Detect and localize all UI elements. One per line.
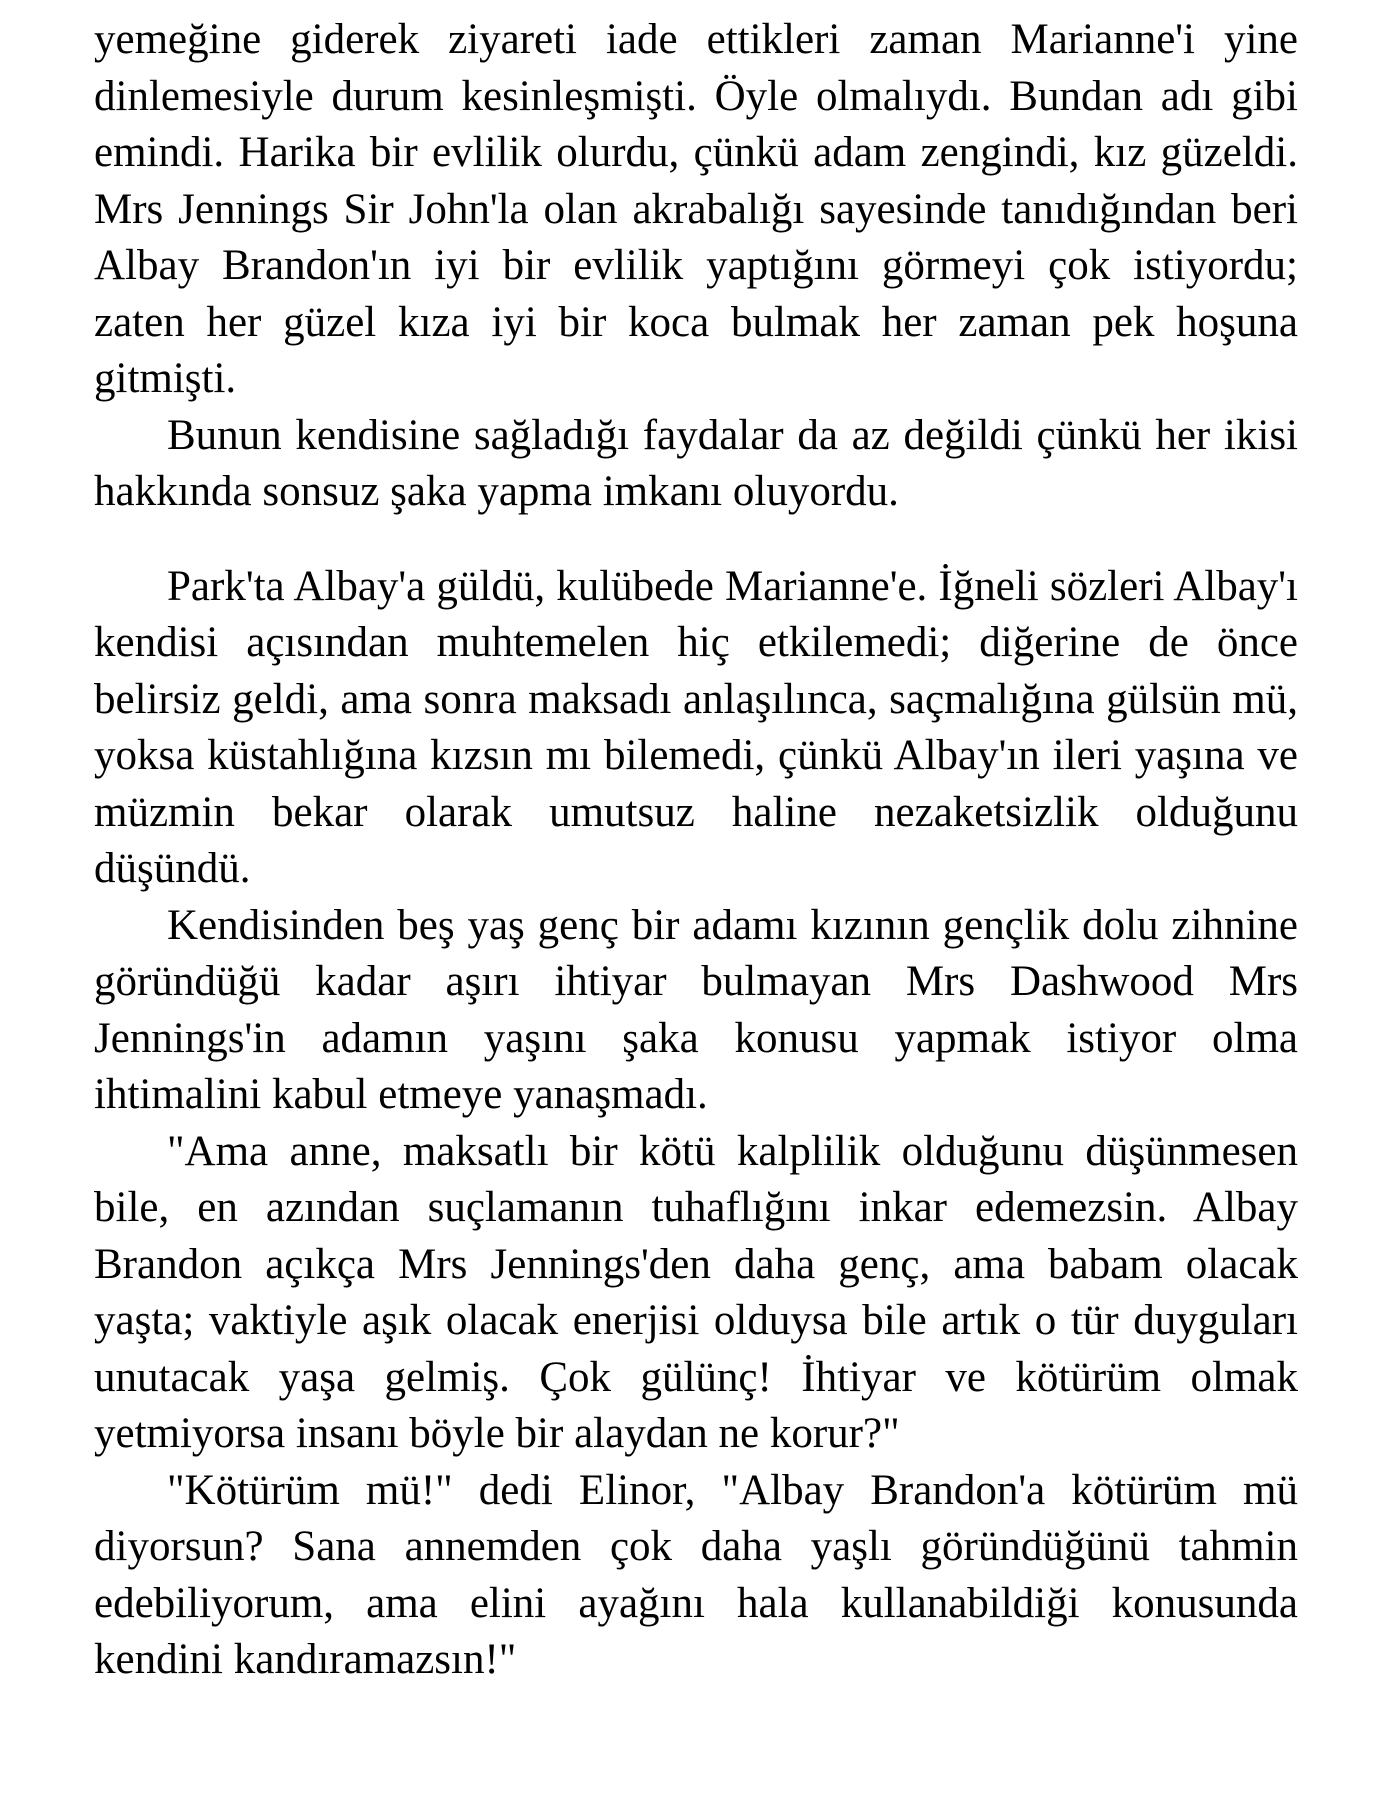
paragraph: Park'ta Albay'a güldü, kulübede Marianne'e. İğneli sözleri Albay'ı kendisi açısından muhtemelen hiç etkilemedi; diğerine de önce belirsiz geldi, ama sonra maksadı anlaşılınca, saçmalığına gülsün mü, yoksa küstahlığına kızsın mı bilemedi, çünkü Albay'ın ileri yaşına ve müzmin bekar olarak umutsuz haline nezaketsizlik olduğunu düşündü. [94, 562, 1298, 892]
paragraph-dialogue: "Ama anne, maksatlı bir kötü kalplilik olduğunu düşünmesen bile, en azından suçlamanın tuhaflığını inkar edemezsin. Albay Brandon açıkça Mrs Jennings'den daha genç, ama babam olacak yaşta; vaktiyle aşık olacak enerjisi olduysa bile artık o tür duyguları unutacak yaşa gelmiş. Çok gülünç! İhtiyar ve kötürüm olmak yetmiyorsa insanı böyle bir alaydan ne korur?" [94, 1127, 1298, 1457]
paragraph-continuation: yemeğine giderek ziyareti iade ettikleri zaman Marianne'i yine dinlemesiyle durum kesinleşmişti. Öyle olmalıydı. Bundan adı gibi emindi. Harika bir evlilik olurdu, çünkü adam zengindi, kız güzeldi. Mrs Jennings Sir John'la olan akrabalığı sayesinde tanıdığından beri Albay Brandon'ın iyi bir evlilik yaptığını görmeyi çok istiyordu; zaten her güzel kıza iyi bir koca bulmak her zaman pek hoşuna gitmişti. [94, 16, 1298, 402]
paragraph: Bunun kendisine sağladığı faydalar da az değildi çünkü her ikisi hakkında sonsuz şaka yapma imkanı oluyordu. [94, 411, 1298, 515]
paragraph: Kendisinden beş yaş genç bir adamı kızının gençlik dolu zihnine göründüğü kadar aşırı ihtiyar bulmayan Mrs Dashwood Mrs Jennings'in adamın yaşını şaka konusu yapmak istiyor olma ihtimalini kabul etmeye yanaşmadı. [94, 901, 1298, 1118]
page-text-block [94, 12, 1298, 1689]
paragraph-dialogue: "Kötürüm mü!" dedi Elinor, "Albay Brandon'a kötürüm mü diyorsun? Sana annemden çok daha yaşlı göründüğünü tahmin edebiliyorum, ama elini ayağını hala kullanabildiği konusunda kendini kandıramazsın!" [94, 1466, 1298, 1683]
